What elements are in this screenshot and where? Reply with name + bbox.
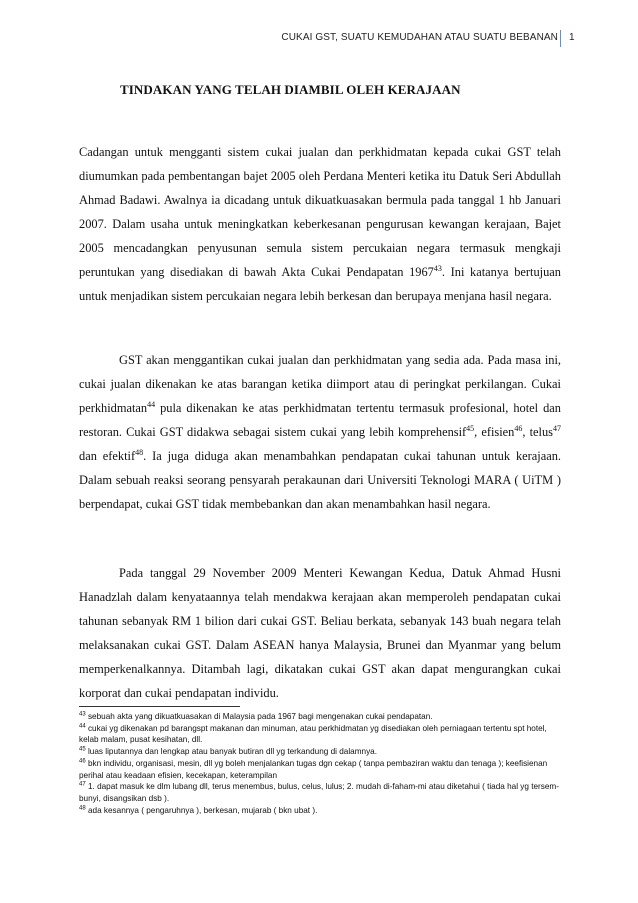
footnote-ref-47[interactable]: 47: [552, 423, 561, 433]
footnote-number: 45: [79, 746, 86, 753]
paragraph-3: [79, 561, 561, 705]
paragraph-1-text-b: . Ini katanya bertujuan untuk menjadikan sistem percukaian negara lebih berkesan dan berupaya menjana hasil negara.: [79, 265, 561, 303]
footnote-number: 47: [79, 781, 86, 788]
footnote-text: cukai yg dikenakan pd barangspt makanan dan minuman, atau perkhidmatan yg disediakan oleh perniagaan tertentu spt hotel, kelab malam, pusat kesihatan, dll.: [79, 723, 547, 745]
footnote-number: 46: [79, 758, 86, 765]
section-title: TINDAKAN YANG TELAH DIAMBIL OLEH KERAJAAN: [120, 82, 461, 97]
header-separator: [560, 30, 561, 47]
paragraph-2-text-b: pula dikenakan ke atas perkhidmatan tertentu termasuk profesional, hotel dan restoran. Cukai GST didakwa sebagai sistem cukai yang lebih komprehensif: [79, 401, 561, 439]
footnote-44: [79, 723, 563, 746]
footnote-text: bkn individu, organisasi, mesin, dll yg boleh menjalankan tugas dgn cekap ( tanpa pembaziran waktu dan tenaga ); keefisienan perihal atau keadaan efisien, kecekapan, keterampilan: [79, 758, 548, 780]
footnote-ref-46[interactable]: 46: [514, 423, 523, 433]
paragraph-1: [79, 140, 561, 308]
footnote-45: [79, 746, 563, 758]
paragraph-2-text-d: , telus: [522, 425, 553, 439]
footnote-separator: [79, 706, 240, 707]
running-header-title: CUKAI GST, SUATU KEMUDAHAN ATAU SUATU BEBANAN: [281, 32, 558, 43]
paragraph-3-text: Pada tanggal 29 November 2009 Menteri Kewangan Kedua, Datuk Ahmad Husni Hanadzlah dalam kenyataannya telah mendakwa kerajaan akan memperoleh pendapatan cukai tahunan sebanyak RM 1 bilion dari cukai GST. Beliau berkata, sebanyak 143 buah negara telah melaksanakan cukai GST. Dalam ASEAN hanya Malaysia, Brunei dan Myanmar yang belum memperkenalkannya. Ditambah lagi, dikatakan cukai GST akan dapat mengurangkan cukai korporat dan cukai pendapatan individu.: [79, 566, 561, 700]
footnote-48: [79, 805, 563, 817]
page-number: 1: [569, 32, 575, 43]
paragraph-2: [79, 348, 561, 516]
footnote-46: [79, 758, 563, 781]
footnote-number: 48: [79, 804, 86, 811]
page-header: [0, 30, 638, 50]
paragraph-2-text-c: , efisien: [474, 425, 515, 439]
footnote-text: 1. dapat masuk ke dlm lubang dll, terus menembus, bulus, celus, lulus; 2. mudah di-faham-mi atau diketahui ( tiada hal yg tersem-bunyi, disangsikan dsb ).: [79, 782, 559, 803]
footnote-ref-45[interactable]: 45: [466, 423, 475, 433]
footnote-ref-48[interactable]: 48: [135, 447, 144, 457]
footnote-ref-44[interactable]: 44: [147, 399, 156, 409]
footnotes: [79, 711, 563, 816]
footnote-text: sebuah akta yang dikuatkuasakan di Malaysia pada 1967 bagi mengenakan cukai pendapatan.: [85, 712, 433, 721]
footnote-text: ada kesannya ( pengaruhnya ), berkesan, mujarab ( bkn ubat ).: [85, 805, 318, 815]
footnote-43: [79, 711, 563, 723]
footnote-number: 43: [79, 711, 86, 718]
footnote-number: 44: [79, 722, 86, 729]
paragraph-2-text-e: dan efektif: [79, 449, 136, 463]
footnote-ref-43[interactable]: 43: [433, 263, 442, 273]
paragraph-2-text-f: . Ia juga diduga akan menambahkan pendapatan cukai tahunan untuk kerajaan. Dalam sebuah reaksi seorang pensyarah perakaunan dari Universiti Teknologi MARA ( UiTM ) berpendapat, cukai GST tidak membebankan dan akan menambahkan hasil negara.: [79, 449, 561, 511]
footnote-text: luas liputannya dan lengkap atau banyak butiran dll yg terkandung di dalamnya.: [85, 747, 377, 757]
paragraph-1-text-a: Cadangan untuk mengganti sistem cukai jualan dan perkhidmatan kepada cukai GST telah diumumkan pada pembentangan bajet 2005 oleh Perdana Menteri ketika itu Datuk Seri Abdullah Ahmad Badawi. Awalnya ia dicadang untuk dikuatkuasakan bermula pada tanggal 1 hb Januari 2007. Dalam usaha untuk meningkatkan keberkesanan pengurusan kewangan kerajaan, Bajet 2005 mencadangkan penyusunan semula sistem percukaian negara termasuk mengkaji peruntukan yang disediakan di bawah Akta Cukai Pendapatan 1967: [79, 145, 561, 279]
footnote-47: [79, 781, 563, 804]
paragraph-2-text-a: GST akan menggantikan cukai jualan dan perkhidmatan yang sedia ada. Pada masa ini, cukai jualan dikenakan ke atas barangan ketika diimport atau di peringkat perkilangan. Cukai perkhidmatan: [79, 353, 561, 415]
